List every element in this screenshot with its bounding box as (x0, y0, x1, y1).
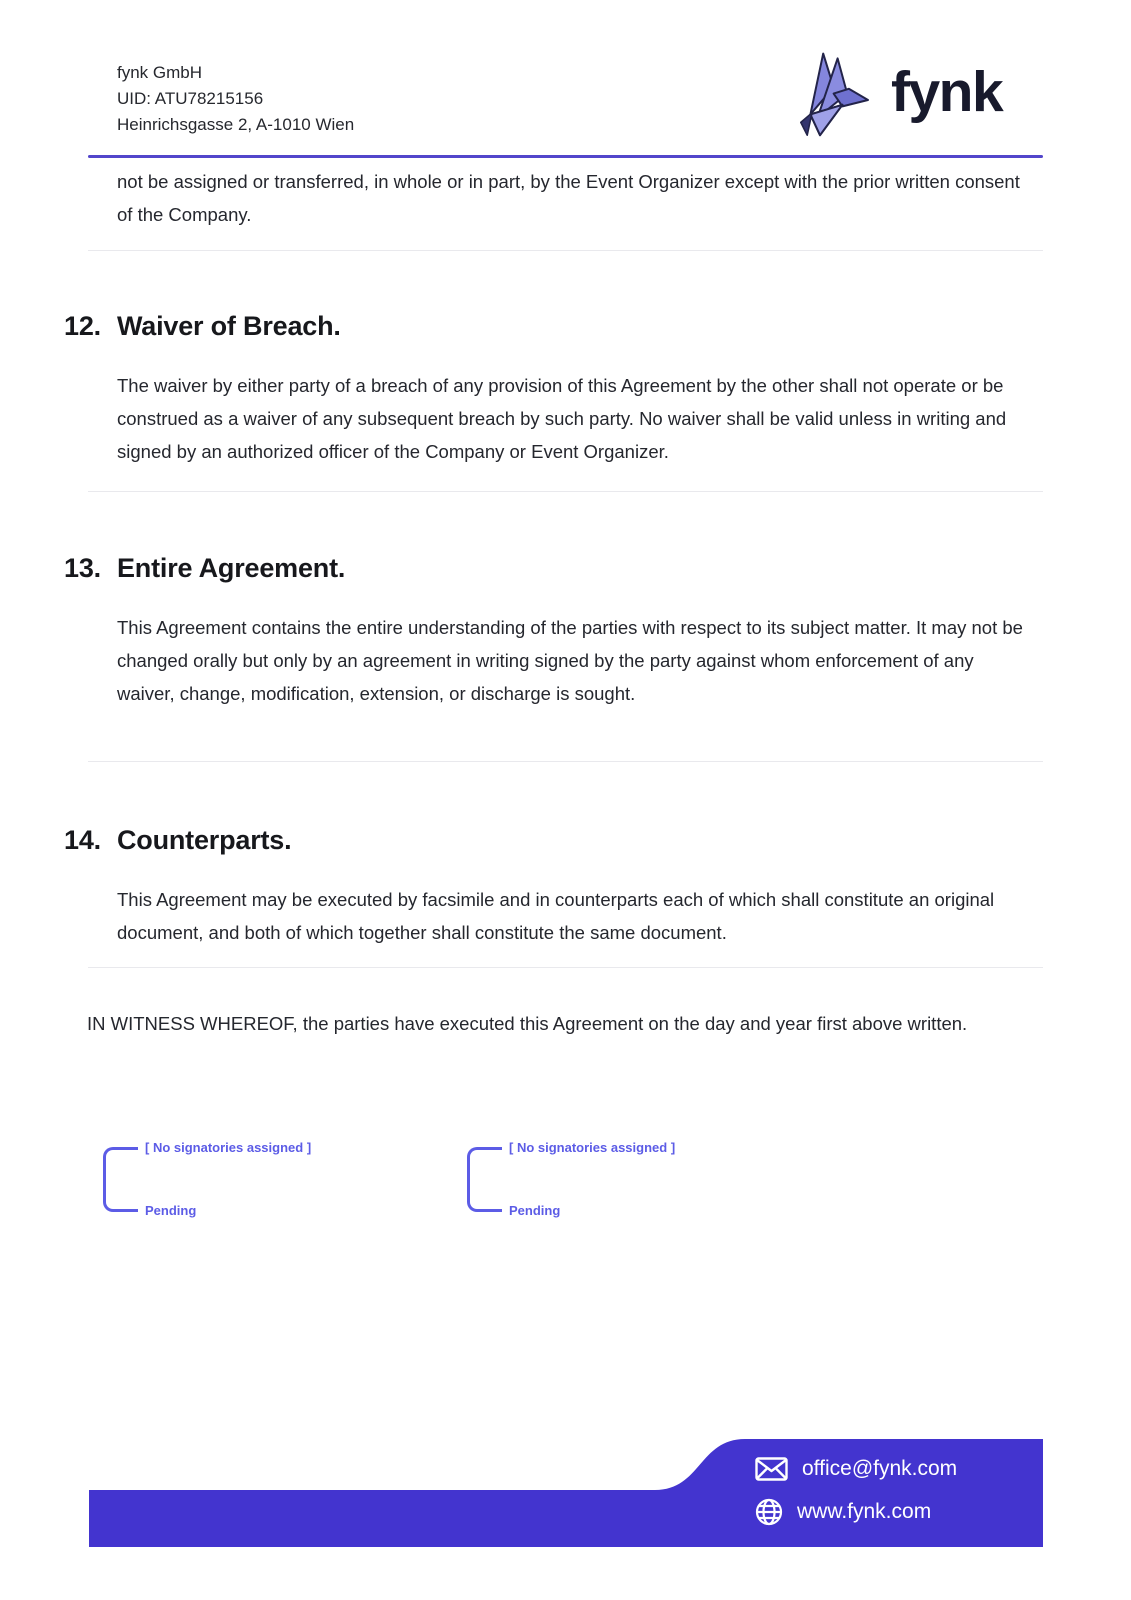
signatory-placeholder: [ No signatories assigned ] (145, 1140, 312, 1155)
section-12-heading (64, 310, 1044, 344)
header-accent-rule (88, 155, 1043, 158)
signature-field-1[interactable] (103, 1140, 403, 1218)
company-name: fynk GmbH (117, 63, 203, 82)
section-12 (64, 310, 1044, 468)
section-13-heading (64, 552, 1044, 586)
section-12-number: 12. (64, 311, 101, 341)
footer-email-row (755, 1457, 957, 1481)
section-14-heading (64, 824, 1044, 858)
section-14-body: This Agreement may be executed by facsimile and in counterparts each of which shall constitute an original document, and both of which together shall constitute the same document. (117, 888, 995, 943)
section-divider (88, 250, 1043, 251)
company-address: Heinrichsgasse 2, A-1010 Wien (117, 115, 355, 134)
signature-status-badge: Pending (509, 1203, 561, 1218)
section-divider (88, 491, 1043, 492)
envelope-icon (755, 1457, 788, 1481)
section-13 (64, 552, 1044, 710)
section-13-body: This Agreement contains the entire understanding of the parties with respect to its subject matter. It may not be changed orally but only by an agreement in writing signed by the party against whom enforcement of any waiver, change, modification, extension, or discharge is sought. (117, 616, 1023, 704)
section-14-title: Counterparts. (117, 825, 292, 855)
section-12-title: Waiver of Breach. (117, 311, 341, 341)
section-divider (88, 967, 1043, 968)
footer-website[interactable]: www.fynk.com (797, 1500, 932, 1523)
section-14 (64, 824, 1044, 949)
company-uid: UID: ATU78215156 (117, 89, 264, 108)
footer-background-shape (89, 1439, 1043, 1547)
globe-icon (755, 1498, 783, 1526)
origami-crane-logo-icon (795, 52, 877, 140)
section-divider (88, 761, 1043, 762)
signatory-placeholder: [ No signatories assigned ] (509, 1140, 676, 1155)
signature-field-2[interactable] (467, 1140, 767, 1218)
footer-email[interactable]: office@fynk.com (802, 1457, 958, 1480)
fynk-logo (795, 52, 1002, 140)
company-info (117, 60, 354, 138)
signature-bracket-icon (467, 1147, 502, 1212)
footer-website-row (755, 1498, 931, 1526)
signature-area (103, 1140, 767, 1218)
logo-wordmark: fynk (891, 59, 1003, 124)
continued-paragraph: not be assigned or transferred, in whole or in part, by the Event Organizer except with the prior written consent of the Company. (117, 171, 1020, 225)
signature-bracket-icon (103, 1147, 138, 1212)
signature-status-badge: Pending (145, 1203, 197, 1218)
witness-clause: IN WITNESS WHEREOF, the parties have executed this Agreement on the day and year first above written. (87, 1013, 968, 1034)
section-13-number: 13. (64, 553, 101, 583)
section-12-body: The waiver by either party of a breach of any provision of this Agreement by the other shall not operate or be construed as a waiver of any subsequent breach by such party. No waiver shall be valid unless in writing and signed by an authorized officer of the Company or Event Organizer. (117, 374, 1007, 462)
section-13-title: Entire Agreement. (117, 553, 346, 583)
section-14-number: 14. (64, 825, 101, 855)
